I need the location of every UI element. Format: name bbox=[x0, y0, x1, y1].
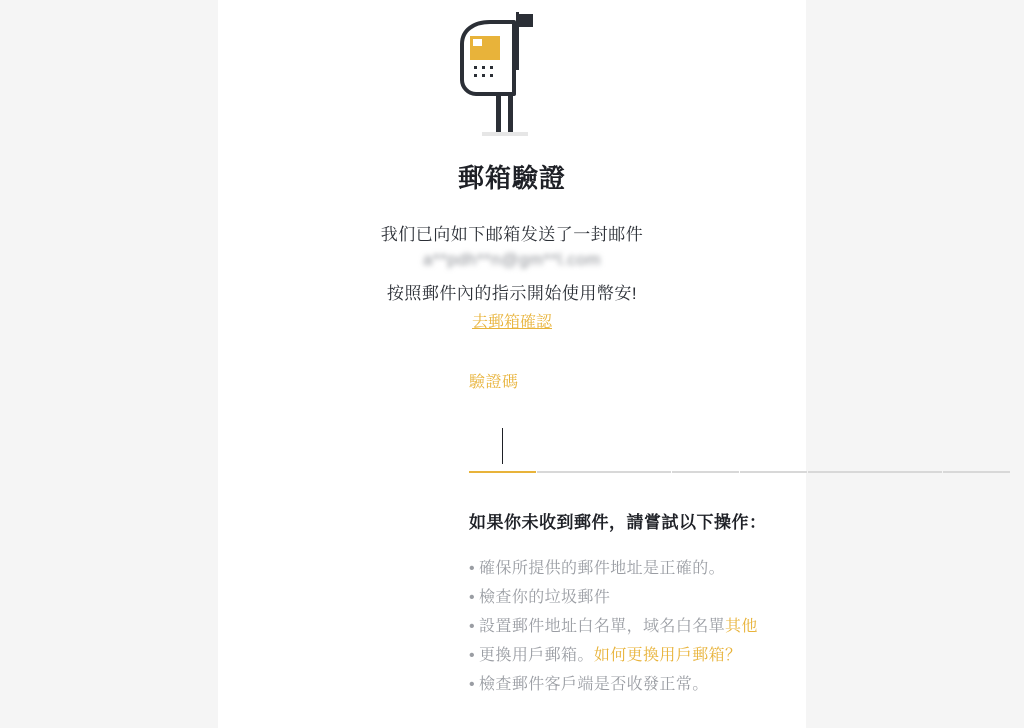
code-digit-underline bbox=[604, 471, 671, 473]
list-item bbox=[469, 670, 1014, 699]
code-digit-underline bbox=[672, 471, 739, 473]
mailbox-icon bbox=[452, 8, 572, 138]
masked-email: a**pdh**n@gm**l.com bbox=[423, 250, 601, 269]
code-digit-underline bbox=[808, 471, 875, 473]
mailbox-illustration bbox=[218, 8, 806, 138]
help-item-text: 確保所提供的郵件地址是正確的。 bbox=[479, 560, 726, 577]
code-digit-7[interactable] bbox=[875, 405, 942, 473]
verification-code-label: 驗證碼 bbox=[469, 374, 519, 391]
code-digit-3[interactable] bbox=[604, 405, 671, 473]
code-digit-2[interactable] bbox=[537, 405, 604, 473]
list-item bbox=[469, 554, 1014, 583]
code-digit-4[interactable] bbox=[672, 405, 739, 473]
code-digit-underline bbox=[740, 471, 807, 473]
help-list bbox=[469, 554, 1014, 699]
list-item bbox=[469, 612, 1014, 641]
goto-mailbox-link-wrap bbox=[218, 309, 806, 332]
page-title: 郵箱驗證 bbox=[457, 163, 566, 193]
code-digit-underline bbox=[537, 471, 604, 473]
change-email-link[interactable]: 如何更換用戶郵箱？ bbox=[593, 647, 742, 664]
help-title: 如果你未收到郵件，請嘗試以下操作： bbox=[469, 513, 767, 532]
code-digit-underline bbox=[943, 471, 1010, 473]
bullet-icon: • bbox=[469, 560, 476, 577]
code-digit-8[interactable] bbox=[943, 405, 1010, 473]
code-digit-underline bbox=[469, 471, 536, 473]
verification-code-input[interactable] bbox=[469, 405, 1010, 475]
bullet-icon: • bbox=[469, 647, 476, 664]
help-item-text: 設置郵件地址白名單，域名白名單 bbox=[479, 618, 726, 635]
code-digit-1[interactable] bbox=[469, 405, 536, 473]
sent-message: 我们已向如下邮箱发送了一封邮件 bbox=[380, 225, 644, 244]
code-digit-6[interactable] bbox=[808, 405, 875, 473]
text-caret bbox=[502, 428, 503, 464]
bullet-icon: • bbox=[469, 589, 476, 606]
code-digit-underline bbox=[875, 471, 942, 473]
help-item-text: 檢查你的垃圾郵件 bbox=[479, 589, 611, 606]
code-digit-5[interactable] bbox=[740, 405, 807, 473]
bullet-icon: • bbox=[469, 618, 476, 635]
help-item-text: 更換用戶郵箱。 bbox=[479, 647, 594, 664]
bullet-icon: • bbox=[469, 676, 476, 693]
verification-card bbox=[218, 0, 806, 728]
help-item-text: 檢查郵件客戶端是否收發正常。 bbox=[479, 676, 709, 693]
instruction-message: 按照郵件內的指示開始使用幣安! bbox=[386, 284, 638, 303]
goto-mailbox-link[interactable]: 去郵箱確認 bbox=[471, 314, 552, 331]
whitelist-other-link[interactable]: 其他 bbox=[725, 618, 758, 635]
list-item bbox=[469, 641, 1014, 670]
list-item bbox=[469, 583, 1014, 612]
